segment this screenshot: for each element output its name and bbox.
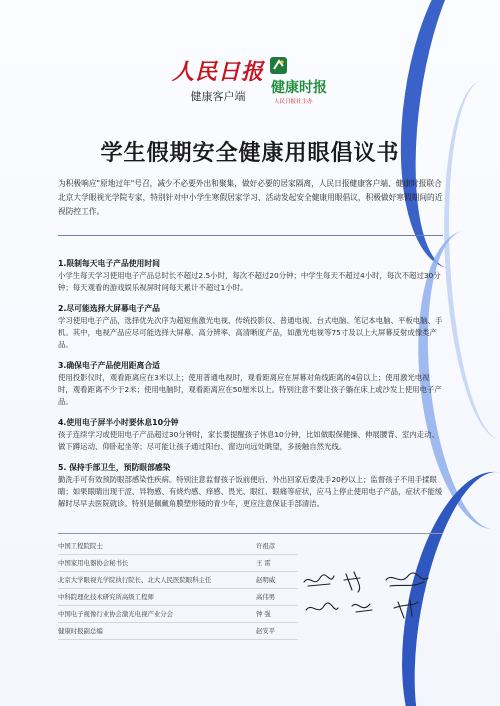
rmrb-logo-name: 人民日报 <box>172 59 265 85</box>
signer-org: 中国工程院院士 <box>58 542 103 550</box>
jksb-logo-name: 健康时报 <box>271 80 327 96</box>
signer-list <box>58 538 298 640</box>
divider <box>58 533 443 534</box>
signer-org: 中国家用电器协会秘书长 <box>58 559 129 567</box>
recommendation-item <box>58 258 443 294</box>
signature-strokes <box>300 568 450 628</box>
recommendation-body: 勤洗手可有效预防眼部感染性疾病。特别注意监督孩子饭前便后、外出回家后要洗手20秒以上；监督孩子不用手揉眼睛；如果眼睛出现干涩、异物感、有烧灼感、痒感、畏光、眼红、眼痛等症状，应马上停止使用电子产品，症状不能缓解时尽早去医院就诊。特别是佩戴角膜塑形镜的青少年，更应注意保证手部清洁。 <box>58 475 443 508</box>
divider <box>58 235 443 236</box>
rmrb-logo-sub: 健康客户端 <box>190 90 246 103</box>
recommendation-body: 小学生每天学习使用电子产品总时长不超过2.5小时，每次不超过20分钟；中学生每天不超过4小时，每次不超过30分钟；每天观看的游戏娱乐视屏时间每天累计不超过1小时。 <box>58 271 441 292</box>
jksb-mark-icon <box>270 57 287 74</box>
signer-org: 北京大学眼视光学院执行院长、北大人民医院眼科主任 <box>58 576 212 584</box>
recommendation-body: 使用投影仪时，观看距离应在3米以上；使用普通电视时，观看距离应在屏幕对角线距离的4倍以上；使用激光电视时，观看距离不少于2米；使用电脑时，观看距离应在50厘米以上。特别注意不要让孩子躺在床上或沙发上使用电子产品。 <box>58 373 442 406</box>
recommendation-body: 孩子连续学习或使用电子产品超过30分钟时，家长要提醒孩子休息10分钟，比如做眼保健操、伸展腰背、室内走动、做下蹲运动、仰卧起坐等；尽可能让孩子通过阳台、窗边向远处眺望，多接触自然光线。 <box>58 430 439 451</box>
signer-row <box>58 572 298 589</box>
recommendation-body: 学习使用电子产品，选择优先次序为超短焦激光电视、传统投影仪、普通电视、台式电脑、笔记本电脑、平板电脑、手机。其中，电视产品应尽可能选择大屏幕、高分辨率、高清晰度产品，如激光电视等75寸及以上大屏幕反射成像类产品。 <box>58 316 443 349</box>
recommendation-title: 5. 保持手部卫生，预防眼部感染 <box>58 463 171 472</box>
recommendation-title: 1.限制每天电子产品使用时间 <box>58 259 160 268</box>
signer-row <box>58 606 298 623</box>
page-title: 学生假期安全健康用眼倡议书 <box>100 141 400 166</box>
recommendation-title: 4.使用电子屏半小时要休息10分钟 <box>58 418 179 427</box>
recommendation-item <box>58 417 443 453</box>
signer-name: 许祖彦 <box>256 542 276 550</box>
recommendation-list <box>58 258 443 519</box>
jksb-logo-sub: 人民日报社主办 <box>274 99 313 105</box>
signer-name: 赵安平 <box>256 627 276 635</box>
intro-paragraph: 为积极响应"原地过年"号召，减少不必要外出和聚集，做好必要的居家隔离，人民日报健康客户端、健康时报联合北京大学眼视光学院专家，特别针对中小学生寒假居家学习、活动发起安全健康用眼倡议，积极做好寒假期间的近视防控工作。 <box>58 179 443 216</box>
signer-name: 钟 强 <box>256 610 271 618</box>
signer-row <box>58 555 298 572</box>
rmrb-logo <box>172 55 264 104</box>
signer-row <box>58 538 298 555</box>
recommendation-item <box>58 360 443 408</box>
recommendation-item <box>58 462 443 510</box>
header-logos <box>172 55 372 110</box>
signer-name: 王 雷 <box>256 559 271 567</box>
signer-name: 赵明威 <box>256 576 276 584</box>
handwritten-signatures <box>300 568 450 628</box>
signer-name: 高伟男 <box>256 593 276 601</box>
recommendation-item <box>58 303 443 351</box>
signer-org: 中科院理化技术研究所高级工程师 <box>58 593 154 601</box>
signer-org: 中国电子视像行业协会激光电视产业分会 <box>58 610 174 618</box>
signer-row <box>58 589 298 606</box>
signer-org: 健康时报副总编 <box>58 627 103 635</box>
recommendation-title: 3.确保电子产品使用距离合适 <box>58 361 160 370</box>
recommendation-title: 2.尽可能选择大屏幕电子产品 <box>58 304 160 313</box>
signer-row <box>58 623 298 640</box>
